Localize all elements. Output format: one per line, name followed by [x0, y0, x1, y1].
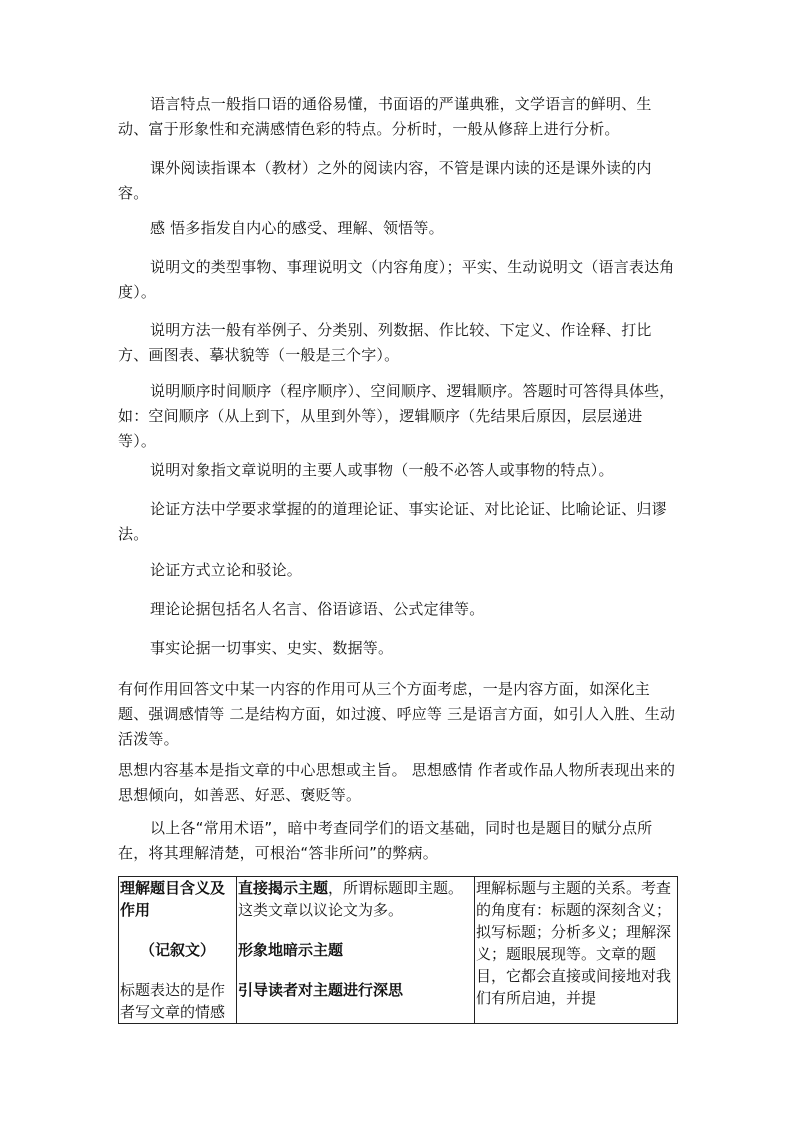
table-cell-explanation — [475, 877, 678, 1024]
paragraph-theoretical-evidence: 理论论据包括名人名言、俗语谚语、公式定律等。 — [150, 600, 485, 618]
terms-table — [118, 876, 678, 1024]
table-cell-term — [119, 877, 237, 1024]
paragraph-argument-methods: 论证方法中学要求掌握的的道理论证、事实论证、对比论证、比喻论证、归谬法。 — [118, 500, 667, 543]
table-row — [119, 877, 678, 1024]
paragraph-explanation-order: 说明顺序时间顺序（程序顺序）、空间顺序、逻辑顺序。答题时可答得具体些，如：空间顺序（从上到下，从里到外等），逻辑顺序（先结果后原因，层层递进等）。 — [118, 382, 675, 450]
paragraph-explanation-object: 说明对象指文章说明的主要人或事物（一般不必答人或事物的特点）。 — [150, 461, 614, 479]
term-heading: 理解题目含义及作用 — [120, 879, 226, 919]
paragraph-thought-content: 思想内容基本是指文章的中心思想或主旨。 思想感情 作者或作品人物所表现出来的思想倾向，如善恶、好恶、褒贬等。 — [118, 761, 676, 804]
paragraph-insight: 感 悟多指发自内心的感受、理解、领悟等。 — [150, 219, 444, 237]
paragraph-extracurricular-reading: 课外阅读指课本（教材）之外的阅读内容，不管是课内读的还是课外读的内容。 — [118, 159, 652, 202]
paragraph-factual-evidence: 事实论据一切事实、史实、数据等。 — [150, 639, 394, 657]
paragraph-language-features: 语言特点一般指口语的通俗易懂，书面语的严谨典雅，文学语言的鲜明、生动、富于形象性和充满感情色彩的特点。分析时，一般从修辞上进行分析。 — [118, 95, 652, 138]
term-subheading: （记叙文） — [139, 941, 215, 959]
paragraph-explanation-methods: 说明方法一般有举例子、分类别、列数据、作比较、下定义、作诠释、打比方、画图表、摹状貌等（一般是三个字）。 — [118, 321, 652, 364]
table-cell-methods — [237, 877, 475, 1024]
method-direct-desc: ，所谓标题即主题。这类文章以议论文为多。 — [238, 879, 464, 919]
paragraph-function: 有何作用回答文中某一内容的作用可从三个方面考虑，一是内容方面，如深化主题、强调感情等 二是结构方面，如过渡、呼应等 三是语言方面，如引人入胜、生动活泼等。 — [118, 680, 676, 748]
paragraph-argument-style: 论证方式立论和驳论。 — [150, 561, 303, 579]
explanation-text: 理解标题与主题的关系。考查的角度有：标题的深刻含义；拟写标题；分析多义；理解深义；题眼展现等。文章的题目，它都会直接或间接地对我们有所启迪，并提 — [476, 879, 672, 1007]
method-direct: 直接揭示主题 — [238, 879, 329, 897]
paragraph-summary: 以上各“常用术语”，暗中考查同学们的语文基础，同时也是题目的赋分点所在，将其理解清楚，可根治“答非所问”的弊病。 — [118, 819, 653, 862]
method-item — [238, 877, 473, 921]
method-guide: 引导读者对主题进行深思 — [238, 981, 404, 999]
term-note: 标题表达的是作者写文章的情感 — [120, 981, 226, 1021]
method-imagery: 形象地暗示主题 — [238, 941, 344, 959]
paragraph-expository-types: 说明文的类型事物、事理说明文（内容角度）；平实、生动说明文（语言表达角度）。 — [118, 258, 675, 301]
